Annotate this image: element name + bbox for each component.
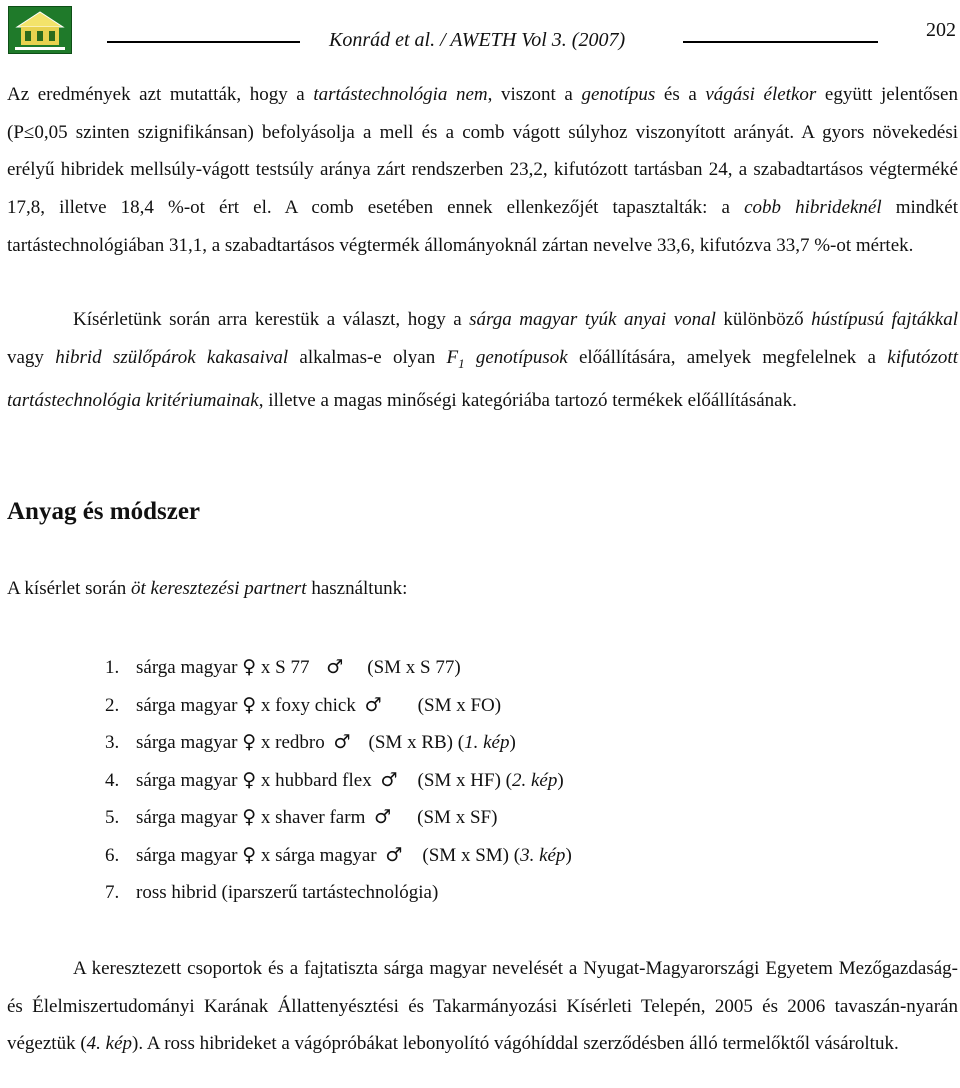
- female-symbol-icon: ♀: [242, 693, 257, 716]
- methods-intro: [7, 578, 407, 600]
- male-symbol-icon: ♂: [326, 656, 344, 678]
- text-run: sárga magyar: [136, 844, 243, 866]
- text-run: együtt jelentősen (P≤0,05 szinten szignifikánsan) befolyásolja a mell és a comb vágott súlyhoz viszonyított arányát. A gyors növekedési erélyű hibridek mellsúly-vágott testsúly aránya zárt rendszerben 23,2, kifutózott tartásban 24, a szabadtartásos végterméké 17,8, illetve 18,4 %-ot ért el. A comb esetében ennek ellenkezőjét tapasztalták: a: [7, 84, 958, 219]
- cross-list-item: [105, 687, 572, 725]
- italic-text: öt keresztezési partnert: [131, 578, 307, 599]
- text-run: alkalmas-e olyan: [288, 346, 447, 368]
- section-heading: Anyag és módszer: [7, 498, 201, 525]
- text-run: , viszont a: [487, 84, 582, 105]
- list-number: 6.: [105, 844, 120, 866]
- text-run: ): [509, 732, 516, 753]
- italic-text: cobb hibrideknél: [744, 197, 882, 219]
- results-paragraph: [7, 76, 958, 265]
- female-symbol-icon: ♀: [242, 731, 257, 753]
- text-run: (SM x SM) (: [422, 844, 521, 866]
- text-run: sárga magyar: [136, 769, 243, 791]
- text-run: előállítására, amelyek megfelelnek a: [567, 346, 888, 368]
- text-run: ): [557, 769, 564, 791]
- cross-list-item: [105, 799, 572, 837]
- journal-logo-icon: [8, 6, 72, 54]
- italic-text: 3. kép: [520, 844, 566, 866]
- text-run: Kísérletünk során arra kerestük a választ, hogy a: [73, 309, 470, 330]
- cross-list-item: [105, 724, 572, 762]
- list-number: 5.: [105, 807, 120, 828]
- male-symbol-icon: ♂: [374, 806, 392, 828]
- male-symbol-icon: ♂: [385, 843, 403, 866]
- page-header: [0, 0, 960, 60]
- italic-text: 2. kép: [511, 769, 558, 791]
- italic-text: hibrid szülőpárok kakasaival: [55, 346, 289, 368]
- cross-list-item: [105, 762, 572, 800]
- text-run: sárga magyar: [136, 732, 243, 753]
- text-run: különböző: [715, 309, 812, 330]
- text-run: ross hibrid (iparszerű tartástechnológia): [136, 882, 439, 903]
- text-run: A kísérlet során: [7, 578, 132, 599]
- text-run: sárga magyar: [136, 657, 243, 678]
- italic-text: tartástechnológia nem: [313, 84, 488, 105]
- text-run: és a: [655, 84, 706, 105]
- text-run: A keresztezett csoportok és a fajtatiszta sárga magyar nevelését a Nyugat-Magyarországi Egyetem Mezőgazdaság- és Élelmiszertudományi Karának Állattenyésztési és Takarmányozási Kísérleti Telepén, 2005 és 2006 tavaszán-nyarán végeztük (: [7, 958, 958, 1055]
- cross-list-item: [105, 874, 572, 912]
- header-rule-left: [107, 41, 300, 43]
- text-run: vagy: [7, 346, 56, 368]
- text-run: ). A ross hibrideket a vágópróbákat lebonyolító vágóhíddal szerződésben álló termelőktől vásároltuk.: [132, 1033, 899, 1055]
- text-run: x shaver farm: [256, 807, 371, 828]
- female-symbol-icon: ♀: [242, 768, 257, 791]
- text-run: mindkét tartástechnológiában 31,1, a szabadtartásos végtermék állományoknál zártan nevelve 33,6, kifutózva 33,7 %-ot mértek.: [7, 197, 958, 256]
- text-run: , illetve a magas minőségi kategóriába tartozó termékek előállításának.: [258, 390, 797, 412]
- list-number: 2.: [105, 694, 120, 716]
- italic-text: genotípus: [581, 84, 656, 105]
- italic-text: sárga magyar tyúk anyai vonal: [469, 309, 716, 330]
- female-symbol-icon: ♀: [242, 843, 257, 866]
- text-run: ): [565, 844, 572, 866]
- list-number: 3.: [105, 732, 120, 753]
- italic-text: 1: [458, 355, 465, 371]
- text-run: x redbro: [256, 732, 330, 753]
- journal-citation: Konrád et al. / AWETH Vol 3. (2007): [329, 29, 626, 51]
- text-run: használtunk:: [306, 578, 408, 599]
- text-run: x hubbard flex: [256, 769, 377, 791]
- italic-text: F: [446, 346, 459, 368]
- list-number: 1.: [105, 657, 120, 678]
- italic-text: vágási életkor: [705, 84, 817, 105]
- male-symbol-icon: ♂: [364, 693, 382, 716]
- text-run: (SM x FO): [417, 694, 502, 716]
- text-run: x foxy chick: [256, 694, 361, 716]
- cross-list-item: [105, 649, 572, 687]
- male-symbol-icon: ♂: [333, 731, 351, 753]
- italic-text: 1. kép: [464, 732, 510, 753]
- italic-text: kifutózott tartástechnológia kritériumainak: [7, 346, 958, 412]
- text-run: (SM x SF): [417, 807, 498, 828]
- list-number: 7.: [105, 882, 120, 903]
- italic-text: genotípusok: [464, 346, 568, 368]
- italic-text: hústípusú fajtákkal: [811, 309, 959, 330]
- page-number: 202: [926, 19, 956, 41]
- list-number: 4.: [105, 769, 120, 791]
- cross-list-item: [105, 837, 572, 875]
- text-run: (SM x S 77): [367, 657, 461, 678]
- header-rule-right: [683, 41, 878, 43]
- text-run: x S 77: [256, 657, 315, 678]
- text-run: x sárga magyar: [256, 844, 382, 866]
- female-symbol-icon: ♀: [242, 806, 257, 828]
- male-symbol-icon: ♂: [380, 768, 398, 791]
- female-symbol-icon: ♀: [242, 656, 257, 678]
- cross-list: [105, 649, 572, 912]
- location-paragraph: [7, 950, 958, 1063]
- italic-text: 4. kép: [86, 1033, 133, 1055]
- text-run: sárga magyar: [136, 694, 243, 716]
- aim-paragraph: [7, 301, 958, 420]
- text-run: (SM x RB) (: [368, 732, 465, 753]
- text-run: sárga magyar: [136, 807, 243, 828]
- text-run: Az eredmények azt mutatták, hogy a: [7, 84, 314, 105]
- text-run: (SM x HF) (: [417, 769, 512, 791]
